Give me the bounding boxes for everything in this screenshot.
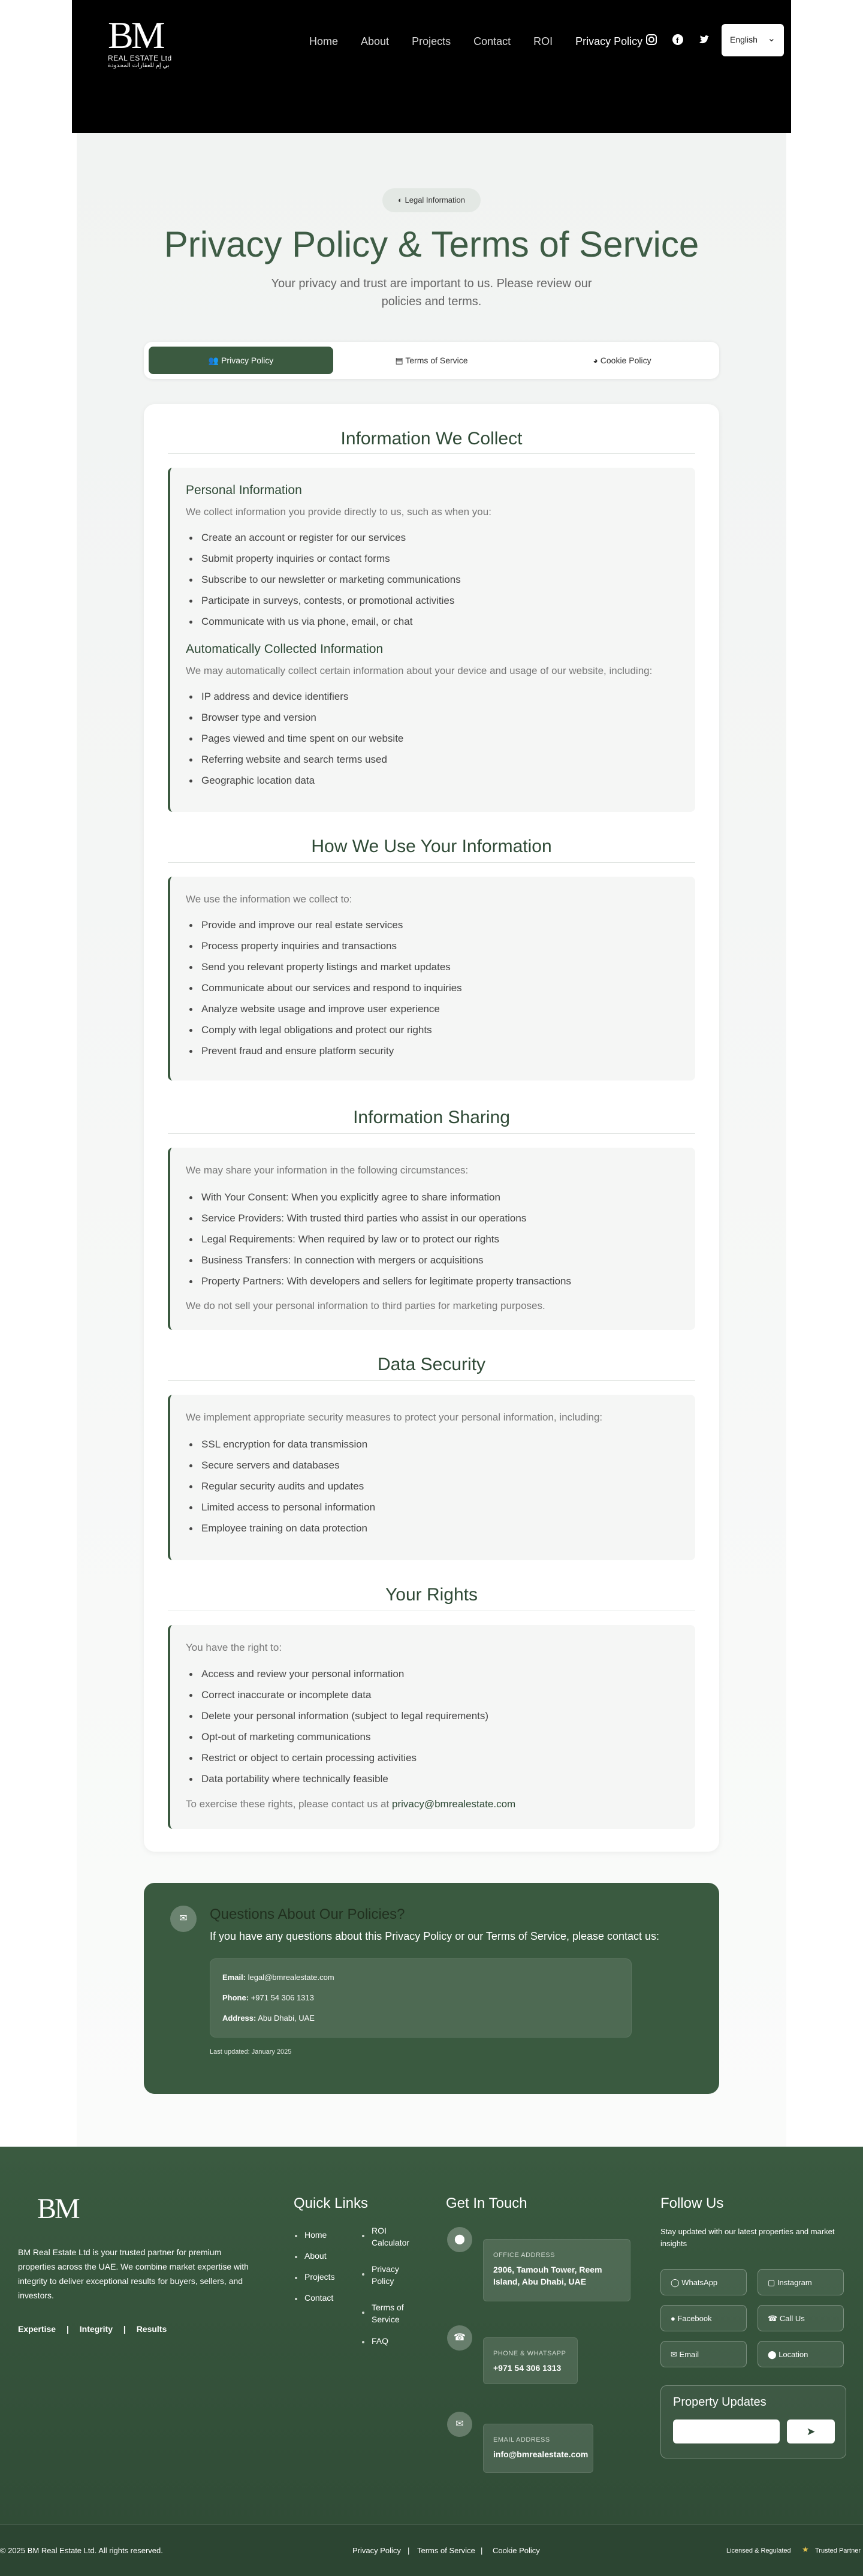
phone-value[interactable]: +971 54 306 1313 bbox=[493, 2363, 562, 2373]
logo-subtitle: REAL ESTATE Ltd bbox=[108, 54, 172, 62]
document-icon: ▤ bbox=[395, 356, 403, 365]
button-label: Call Us bbox=[779, 2314, 805, 2323]
section-intro: We collect information you provide directly to us, such as when you: bbox=[186, 506, 491, 517]
badge-label: Legal Information bbox=[405, 195, 465, 204]
follow-text: Stay updated with our latest properties and market insights bbox=[660, 2227, 835, 2248]
contact-title: Questions About Our Policies? bbox=[210, 1906, 405, 1922]
nav-projects[interactable]: Projects bbox=[412, 35, 451, 47]
list-item: Referring website and search terms used bbox=[186, 753, 403, 774]
footer-link-terms[interactable]: Terms of Service bbox=[372, 2303, 404, 2324]
list-item: Provide and improve our real estate services bbox=[186, 918, 462, 939]
site-header bbox=[72, 0, 791, 133]
page-subtitle: Your privacy and trust are important to us. Please review our policies and terms. bbox=[271, 277, 592, 308]
list-item: Legal Requirements: When required by law or to protect our rights bbox=[186, 1232, 571, 1253]
address-value: Abu Dhabi, UAE bbox=[258, 2014, 315, 2023]
office-label: OFFICE ADDRESS bbox=[493, 2252, 555, 2259]
header-social bbox=[644, 34, 711, 48]
footer-link-projects[interactable]: Projects bbox=[304, 2272, 335, 2282]
svg-text:f: f bbox=[676, 36, 679, 45]
location-button[interactable] bbox=[758, 2341, 844, 2367]
email-label: Email: bbox=[222, 1973, 246, 1982]
divider bbox=[168, 862, 695, 863]
list-item: Opt-out of marketing communications bbox=[186, 1730, 488, 1751]
list-item: Business Transfers: In connection with mergers or acquisitions bbox=[186, 1253, 571, 1274]
list-item: Comply with legal obligations and protect our rights bbox=[186, 1023, 462, 1044]
tab-terms-of-service[interactable] bbox=[339, 347, 524, 374]
follow-us-title: Follow Us bbox=[660, 2195, 724, 2211]
instagram-button[interactable] bbox=[758, 2269, 844, 2295]
subsection-heading: Personal Information bbox=[186, 483, 302, 497]
list-item: Data portability where technically feasible bbox=[186, 1772, 488, 1793]
footer-link-faq[interactable]: FAQ bbox=[372, 2336, 389, 2346]
footer-values: Expertise | Integrity | Results bbox=[18, 2324, 167, 2334]
section-intro: You have the right to: bbox=[186, 1642, 282, 1653]
section-intro: We use the information we collect to: bbox=[186, 893, 352, 905]
logo-mark: BM bbox=[108, 14, 163, 56]
section-intro: We implement appropriate security measures to protect your personal information, including: bbox=[186, 1412, 603, 1423]
section-outro bbox=[186, 1797, 515, 1811]
button-label: Location bbox=[778, 2350, 808, 2359]
button-label: Email bbox=[679, 2350, 699, 2359]
divider: | bbox=[408, 2546, 410, 2555]
bullet bbox=[362, 2341, 364, 2343]
button-label: Facebook bbox=[677, 2314, 712, 2323]
address-label: Address: bbox=[222, 2014, 257, 2023]
email-value[interactable]: legal@bmrealestate.com bbox=[248, 1973, 334, 1982]
footer-about: BM Real Estate Ltd is your trusted partner for premium properties across the UAE. We combine market expertise with integrity to deliver exceptional results for buyers, sellers, and investors. bbox=[18, 2247, 249, 2300]
users-icon: 👥 bbox=[208, 356, 219, 365]
section-intro: We may share your information in the following circumstances: bbox=[186, 1164, 469, 1176]
bullet bbox=[295, 2256, 297, 2258]
list-item: Subscribe to our newsletter or marketing communications bbox=[186, 573, 461, 594]
list-item: Create an account or register for our services bbox=[186, 531, 461, 552]
footer-logo[interactable]: BM bbox=[37, 2193, 79, 2225]
nav-home[interactable]: Home bbox=[309, 35, 339, 47]
list-item: Analyze website usage and improve user experience bbox=[186, 1002, 462, 1023]
value-results: Results bbox=[136, 2324, 167, 2334]
tab-privacy-policy[interactable] bbox=[149, 347, 333, 374]
call-button[interactable] bbox=[758, 2305, 844, 2331]
bullet bbox=[362, 2312, 364, 2314]
instagram-icon: ▢ bbox=[768, 2278, 776, 2287]
email-label: EMAIL ADDRESS bbox=[493, 2436, 550, 2443]
location-pin-icon: ⬤ bbox=[447, 2227, 472, 2252]
shield-icon: ◐ bbox=[398, 195, 403, 204]
tab-label: Privacy Policy bbox=[221, 356, 274, 365]
list-item: Prevent fraud and ensure platform security bbox=[186, 1044, 462, 1065]
trophy-icon: ★ bbox=[802, 2545, 809, 2554]
divider: | bbox=[481, 2546, 483, 2555]
list-item: Correct inaccurate or incomplete data bbox=[186, 1688, 488, 1709]
footer-link-roi[interactable]: ROI Calculator bbox=[372, 2226, 410, 2247]
list-item: Browser type and version bbox=[186, 711, 403, 732]
contact-subtitle: If you have any questions about this Privacy Policy or our Terms of Service, please contact us: bbox=[210, 1930, 660, 1942]
main-nav bbox=[309, 34, 665, 49]
language-value: English bbox=[730, 35, 758, 44]
contact-email bbox=[222, 1972, 334, 1983]
list-item: Access and review your personal information bbox=[186, 1667, 488, 1688]
section-title: Data Security bbox=[377, 1355, 486, 1374]
bottom-link-cookie[interactable]: Cookie Policy bbox=[493, 2546, 540, 2555]
legal-badge bbox=[382, 188, 481, 212]
mail-icon: ✉ bbox=[170, 1906, 197, 1932]
bullet bbox=[362, 2235, 364, 2237]
chevron-down-icon: ⌄ bbox=[767, 34, 776, 44]
nav-roi[interactable]: ROI bbox=[533, 35, 553, 47]
privacy-email-link[interactable]: privacy@bmrealestate.com bbox=[391, 1798, 516, 1810]
facebook-icon: ● bbox=[671, 2314, 675, 2323]
copyright: © 2025 BM Real Estate Ltd. All rights reserved. bbox=[0, 2546, 163, 2555]
page-title: Privacy Policy & Terms of Service bbox=[164, 224, 699, 264]
value-integrity: Integrity bbox=[79, 2324, 113, 2334]
list-item: Service Providers: With trusted third parties who assist in our operations bbox=[186, 1211, 571, 1232]
phone-icon: ☎ bbox=[447, 2325, 472, 2351]
contact-phone bbox=[222, 1993, 314, 2003]
envelope-icon: ✉ bbox=[671, 2350, 677, 2359]
contact-address bbox=[222, 2013, 315, 2024]
list-item: Geographic location data bbox=[186, 774, 403, 795]
property-updates-box bbox=[660, 2385, 846, 2458]
bullet bbox=[295, 2235, 297, 2237]
logo[interactable] bbox=[108, 14, 180, 70]
phone-icon: ☎ bbox=[768, 2314, 778, 2323]
list-item: Participate in surveys, contests, or promotional activities bbox=[186, 594, 461, 615]
divider bbox=[168, 453, 695, 454]
property-updates-title: Property Updates bbox=[673, 2396, 767, 2409]
language-select[interactable] bbox=[722, 24, 784, 56]
personal-list bbox=[186, 531, 461, 636]
rights-list bbox=[186, 1667, 488, 1793]
button-label: WhatsApp bbox=[681, 2278, 718, 2287]
logo-arabic: بي إم للعقارات المحدودة bbox=[108, 62, 170, 69]
button-label: Instagram bbox=[777, 2278, 812, 2287]
list-item: Process property inquiries and transactions bbox=[186, 939, 462, 960]
footer-link-home[interactable]: Home bbox=[304, 2230, 327, 2240]
nav-privacy-policy[interactable]: Privacy Policy bbox=[575, 35, 643, 47]
instagram-icon[interactable] bbox=[644, 34, 659, 48]
contact-details bbox=[210, 1958, 632, 2038]
tab-cookie-policy[interactable] bbox=[530, 347, 714, 374]
tab-label: Cookie Policy bbox=[600, 356, 651, 365]
divider bbox=[168, 1133, 695, 1134]
bottom-link-privacy[interactable]: Privacy Policy bbox=[352, 2546, 401, 2555]
list-item: Restrict or object to certain processing activities bbox=[186, 1751, 488, 1772]
bottom-link-terms[interactable]: Terms of Service bbox=[417, 2546, 475, 2555]
get-in-touch-title: Get In Touch bbox=[446, 2195, 527, 2211]
list-item: SSL encryption for data transmission bbox=[186, 1437, 375, 1458]
list-item: Send you relevant property listings and market updates bbox=[186, 960, 462, 981]
section-title: Your Rights bbox=[385, 1585, 478, 1605]
phone-value[interactable]: +971 54 306 1313 bbox=[251, 1993, 314, 2002]
quick-links-title: Quick Links bbox=[294, 2195, 369, 2211]
footer-link-about[interactable]: About bbox=[304, 2251, 327, 2261]
subsection-heading: Automatically Collected Information bbox=[186, 642, 384, 656]
bullet bbox=[295, 2298, 297, 2300]
last-updated: Last updated: January 2025 bbox=[210, 2048, 292, 2056]
list-item: Communicate with us via phone, email, or chat bbox=[186, 615, 461, 636]
use-list bbox=[186, 918, 462, 1065]
trusted-badge: Trusted Partner bbox=[815, 2547, 861, 2554]
envelope-icon: ✉ bbox=[447, 2412, 472, 2437]
nav-about[interactable]: About bbox=[361, 35, 390, 47]
phone-box bbox=[483, 2337, 578, 2384]
facebook-icon[interactable] bbox=[671, 34, 685, 48]
policy-tabs bbox=[144, 342, 719, 379]
list-item: Pages viewed and time spent on our website bbox=[186, 732, 403, 753]
outro-text: To exercise these rights, please contact us at bbox=[186, 1798, 390, 1810]
list-item: Property Partners: With developers and sellers for legitimate property transactions bbox=[186, 1274, 571, 1295]
list-item: Delete your personal information (subject to legal requirements) bbox=[186, 1709, 488, 1730]
email-box bbox=[483, 2424, 593, 2473]
nav-contact[interactable]: Contact bbox=[473, 35, 511, 47]
newsletter-email-input[interactable] bbox=[673, 2419, 780, 2443]
location-pin-icon: ⬤ bbox=[768, 2350, 777, 2359]
facebook-button[interactable] bbox=[660, 2305, 747, 2331]
list-item: Secure servers and databases bbox=[186, 1458, 375, 1479]
office-box bbox=[483, 2239, 630, 2301]
email-button[interactable] bbox=[660, 2341, 747, 2367]
list-item: IP address and device identifiers bbox=[186, 690, 403, 711]
twitter-icon[interactable] bbox=[697, 34, 711, 48]
list-item: Limited access to personal information bbox=[186, 1500, 375, 1521]
footer-bottom-bar bbox=[0, 2524, 863, 2576]
section-title: How We Use Your Information bbox=[311, 836, 552, 856]
send-icon[interactable]: ➤ bbox=[787, 2419, 835, 2443]
section-outro: We do not sell your personal information to third parties for marketing purposes. bbox=[186, 1300, 545, 1311]
whatsapp-icon: ◯ bbox=[671, 2278, 680, 2287]
list-item: Communicate about our services and respond to inquiries bbox=[186, 981, 462, 1002]
auto-list bbox=[186, 690, 403, 795]
email-value[interactable]: info@bmrealestate.com bbox=[493, 2449, 589, 2459]
footer-link-contact[interactable]: Contact bbox=[304, 2293, 334, 2303]
security-list bbox=[186, 1437, 375, 1542]
phone-label: PHONE & WHATSAPP bbox=[493, 2350, 566, 2357]
section-intro: We may automatically collect certain information about your device and usage of our website, including: bbox=[186, 665, 653, 676]
section-title: Information Sharing bbox=[353, 1108, 510, 1127]
divider bbox=[168, 1380, 695, 1381]
phone-label: Phone: bbox=[222, 1993, 249, 2002]
tab-label: Terms of Service bbox=[405, 356, 468, 365]
licensed-badge: Licensed & Regulated bbox=[726, 2547, 791, 2554]
list-item: Submit property inquiries or contact forms bbox=[186, 552, 461, 573]
bullet bbox=[362, 2273, 364, 2276]
section-title: Information We Collect bbox=[340, 429, 523, 449]
office-value: 2906, Tamouh Tower, Reem Island, Abu Dhabi, UAE bbox=[493, 2265, 602, 2286]
value-expertise: Expertise bbox=[18, 2324, 56, 2334]
list-item: With Your Consent: When you explicitly agree to share information bbox=[186, 1190, 571, 1211]
whatsapp-button[interactable] bbox=[660, 2269, 747, 2295]
list-item: Regular security audits and updates bbox=[186, 1479, 375, 1500]
cookie-icon: ◕ bbox=[593, 356, 598, 365]
sharing-list bbox=[186, 1190, 571, 1295]
bullet bbox=[295, 2277, 297, 2279]
footer-link-privacy[interactable]: Privacy Policy bbox=[372, 2264, 399, 2286]
contact-panel bbox=[144, 1883, 719, 2094]
list-item: Employee training on data protection bbox=[186, 1521, 375, 1542]
